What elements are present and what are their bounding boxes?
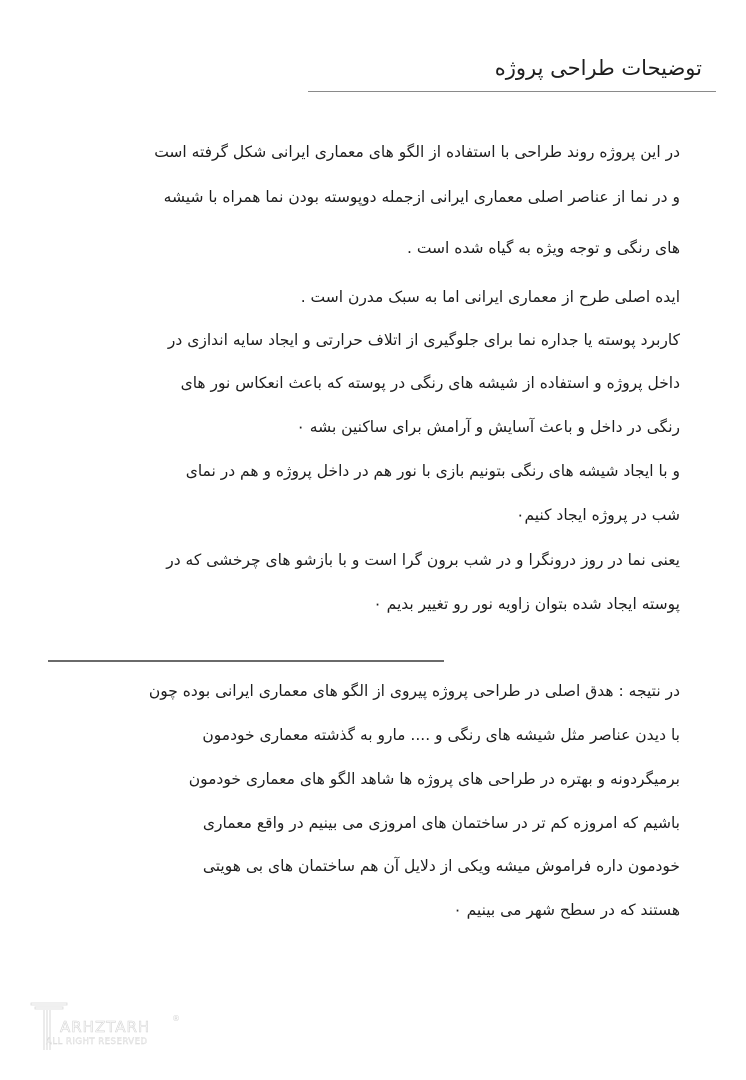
body-line: ایده اصلی طرح از معماری ایرانی اما به سبک مدرن است .	[300, 288, 680, 306]
watermark-tagline: ALL RIGHT RESERVED	[46, 1037, 148, 1047]
body-line: داخل پروژه و استفاده از شیشه های رنگی در پوسته که باعث انعکاس نور های	[180, 374, 680, 392]
title-divider	[308, 91, 716, 92]
conclusion-line: هستند که در سطح شهر می بینیم ٠	[453, 901, 680, 919]
body-line: پوسته ایجاد شده بتوان زاویه نور رو تغییر بدیم ٠	[373, 595, 680, 613]
watermark-logo	[30, 1000, 190, 1052]
watermark-brand: ARHZTARH	[60, 1018, 151, 1036]
page-title: توضیحات طراحی پروژه	[494, 56, 702, 80]
conclusion-line: باشیم که امروزه کم تر در ساختمان های امروزی می بینیم در واقع معماری	[202, 814, 680, 832]
body-line: شب در پروژه ایجاد کنیم٠	[516, 506, 680, 524]
body-line: های رنگی و توجه ویژه به گیاه شده است .	[406, 239, 680, 257]
body-line: کاربرد پوسته یا جداره نما برای جلوگیری از اتلاف حرارتی و ایجاد سایه اندازی در	[167, 331, 680, 349]
conclusion-line: برمیگردونه و بهتره در طراحی های پروژه ها شاهد الگو های معماری خودمون	[188, 770, 680, 788]
conclusion-line: با دیدن عناصر مثل شیشه های رنگی و .... مارو به گذشته معماری خودمون	[202, 726, 680, 744]
section-divider	[48, 660, 444, 662]
body-line: یعنی نما در روز درونگرا و در شب برون گرا است و با بازشو های چرخشی که در	[166, 551, 680, 569]
conclusion-line: خودمون داره فراموش میشه ویکی از دلایل آن هم ساختمان های بی هویتی	[202, 857, 680, 875]
conclusion-line: در نتیجه : هدق اصلی در طراحی پروژه پیروی از الگو های معماری ایرانی بوده چون	[148, 682, 680, 700]
body-line: رنگی در داخل و باعث آسایش و آرامش برای ساکنین بشه ٠	[296, 418, 680, 436]
body-line: و با ایجاد شیشه های رنگی بتونیم بازی با نور هم در داخل پروژه و هم در نمای	[185, 462, 680, 480]
registered-mark: ®	[172, 1014, 180, 1023]
body-line: در این پروژه روند طراحی با استفاده از الگو های معماری ایرانی شکل گرفته است	[154, 143, 680, 161]
body-line: و در نما از عناصر اصلی معماری ایرانی ازجمله دوپوسته بودن نما همراه با شیشه	[163, 188, 680, 206]
